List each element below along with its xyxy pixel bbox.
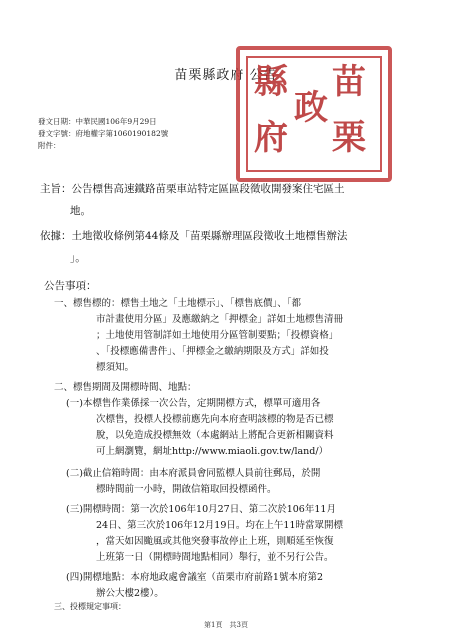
subject-line-2: 地。 xyxy=(70,205,91,217)
item1-line-3: ；土地使用管制詳如土地使用分區管制要點；「投標資格」 xyxy=(96,330,339,341)
page-footer: 第1頁 共3頁 xyxy=(204,621,248,629)
issue-date: 發文日期：中華民國106年9月29日 xyxy=(38,117,157,126)
subject-line-1: 主旨：公告標售高速鐵路苗栗車站特定區區段徵收開發案住宅區土 xyxy=(40,183,345,195)
item2-sub1-line-2: 次標售，投標人投標前應先向本府查明該標的物是否已標 xyxy=(96,414,334,425)
item1-line-4: 、「投標應備書件」、「押標金之繳納期限及方式」詳如投 xyxy=(96,346,329,357)
item1-line-5: 標須知。 xyxy=(96,362,135,373)
basis-line-1: 依據：土地徵收條例第44條及「苗栗縣辦理區段徵收土地標售辦法 xyxy=(40,230,348,242)
item2-sub2-line-2: 標時間前一小時，開啟信箱取回投標函件。 xyxy=(96,484,277,495)
item3-heading: 三、投標規定事項： xyxy=(54,602,126,611)
item1-line-2: 市計畫使用分區」及應繳納之「押標金」詳如土地標售清冊 xyxy=(96,314,344,325)
item2-sub3-line-2: 24日、第三次於106年12月19日。均在上午11時當眾開標 xyxy=(96,520,343,531)
item1-line-1: 一、標售標的：標售土地之「土地標示」、「標售底價」、「都 xyxy=(54,298,302,309)
item2-sub3-line-1: (三)開標時間：第一次於106年10月27日、第二次於106年11月 xyxy=(66,504,336,515)
official-seal: 縣 苗 府 政 栗 xyxy=(236,46,392,182)
item2-sub4-line-1: (四)開標地點：本府地政處會議室（苗栗市府前路1號本府第2 xyxy=(66,572,324,583)
item2-sub2-line-1: (二)截止信箱時間：由本府派員會同監標人員前往郵局，於開 xyxy=(66,468,321,479)
item2-sub4-line-2: 辦公大樓2樓）。 xyxy=(96,588,164,599)
item2-sub3-line-3: ，當天如因颱風或其他突發事故停止上班，則順延至恢復 xyxy=(96,536,334,547)
attachment-label: 附件： xyxy=(38,141,61,150)
item2-heading: 二、標售期間及開標時間、地點： xyxy=(54,382,197,393)
page-title: 苗栗縣政府 公告 xyxy=(174,68,278,83)
item2-sub1-line-3: 脫，以免造成投標無效（本處網站上將配合更新相關資料 xyxy=(96,430,334,441)
basis-line-2: 」。 xyxy=(70,252,86,264)
item2-sub3-line-4: 上班第一日（開標時間地點相同）舉行，並不另行公告。 xyxy=(96,552,334,563)
document-number: 發文字號：府地權字第1060190182號 xyxy=(38,129,169,138)
item2-sub1-line-4: 可上網瀏覽，網址http://www.miaoli.gov.tw/land/） xyxy=(96,446,329,457)
notice-heading: 公告事項： xyxy=(44,280,97,292)
item2-sub1-line-1: (一)本標售作業係採一次公告，定期開標方式，標單可適用各 xyxy=(66,398,321,409)
